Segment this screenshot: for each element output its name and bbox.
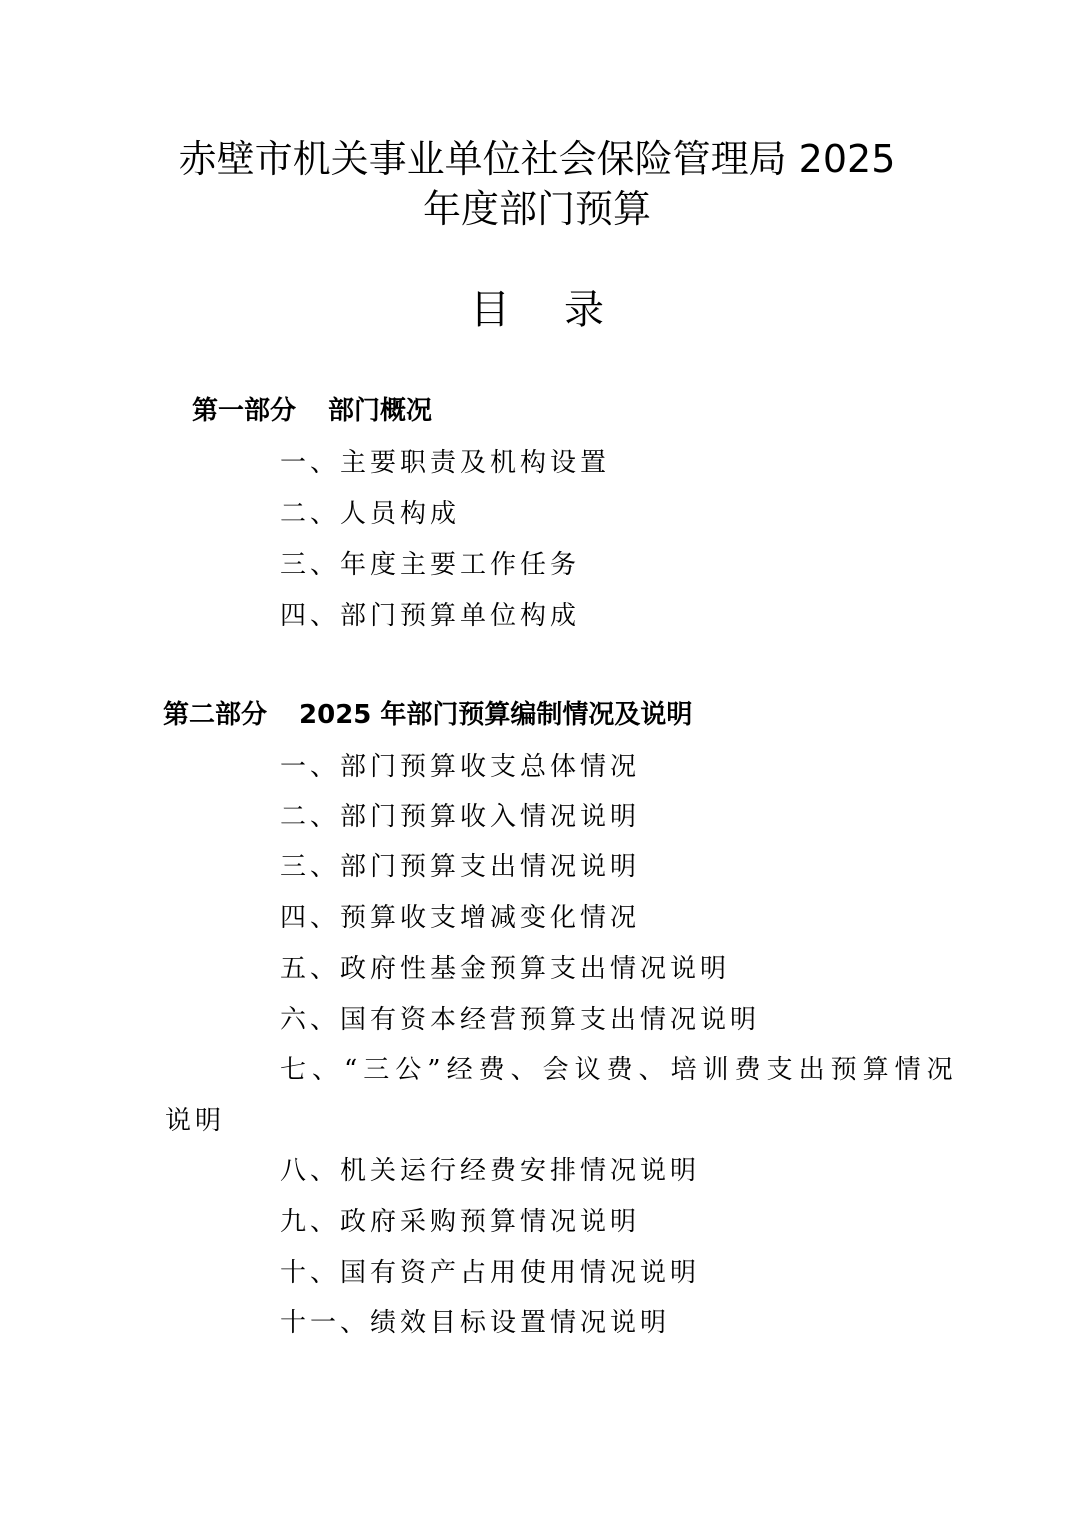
toc-item: 六、国有资本经营预算支出情况说明 (280, 1005, 761, 1035)
document-title-line-2: 年度部门预算 (422, 187, 651, 231)
toc-item: 三、年度主要工作任务 (280, 550, 581, 580)
toc-item: 四、预算收支增减变化情况 (280, 903, 641, 933)
toc-item: 十、国有资产占用使用情况说明 (280, 1258, 701, 1288)
toc-item: 二、部门预算收入情况说明 (280, 802, 641, 832)
toc-item-continuation: 说明 (165, 1106, 226, 1136)
toc-item: 四、部门预算单位构成 (280, 601, 581, 631)
toc-item: 二、人员构成 (280, 499, 461, 529)
part-1-name: 部门概况 (328, 396, 433, 426)
toc-item: 三、部门预算支出情况说明 (280, 852, 641, 882)
part-1-heading (192, 398, 432, 424)
toc-item: 七、“三公”经费、会议费、培训费支出预算情况 (280, 1055, 959, 1085)
toc-item: 八、机关运行经费安排情况说明 (280, 1156, 701, 1186)
toc-item: 一、主要职责及机构设置 (280, 448, 611, 478)
toc-item: 九、政府采购预算情况说明 (280, 1207, 641, 1237)
toc-item: 一、部门预算收支总体情况 (280, 752, 641, 782)
part-2-heading (163, 702, 692, 728)
part-1-label: 第一部分 (192, 396, 297, 426)
part-2-name: 2025 年部门预算编制情况及说明 (299, 700, 693, 730)
document-title-line-1: 赤壁市机关事业单位社会保险管理局 2025 (178, 137, 896, 181)
toc-item: 五、政府性基金预算支出情况说明 (280, 954, 731, 984)
part-2-label: 第二部分 (163, 700, 268, 730)
toc-item: 十一、绩效目标设置情况说明 (280, 1308, 671, 1338)
toc-heading: 目录 (470, 287, 658, 333)
